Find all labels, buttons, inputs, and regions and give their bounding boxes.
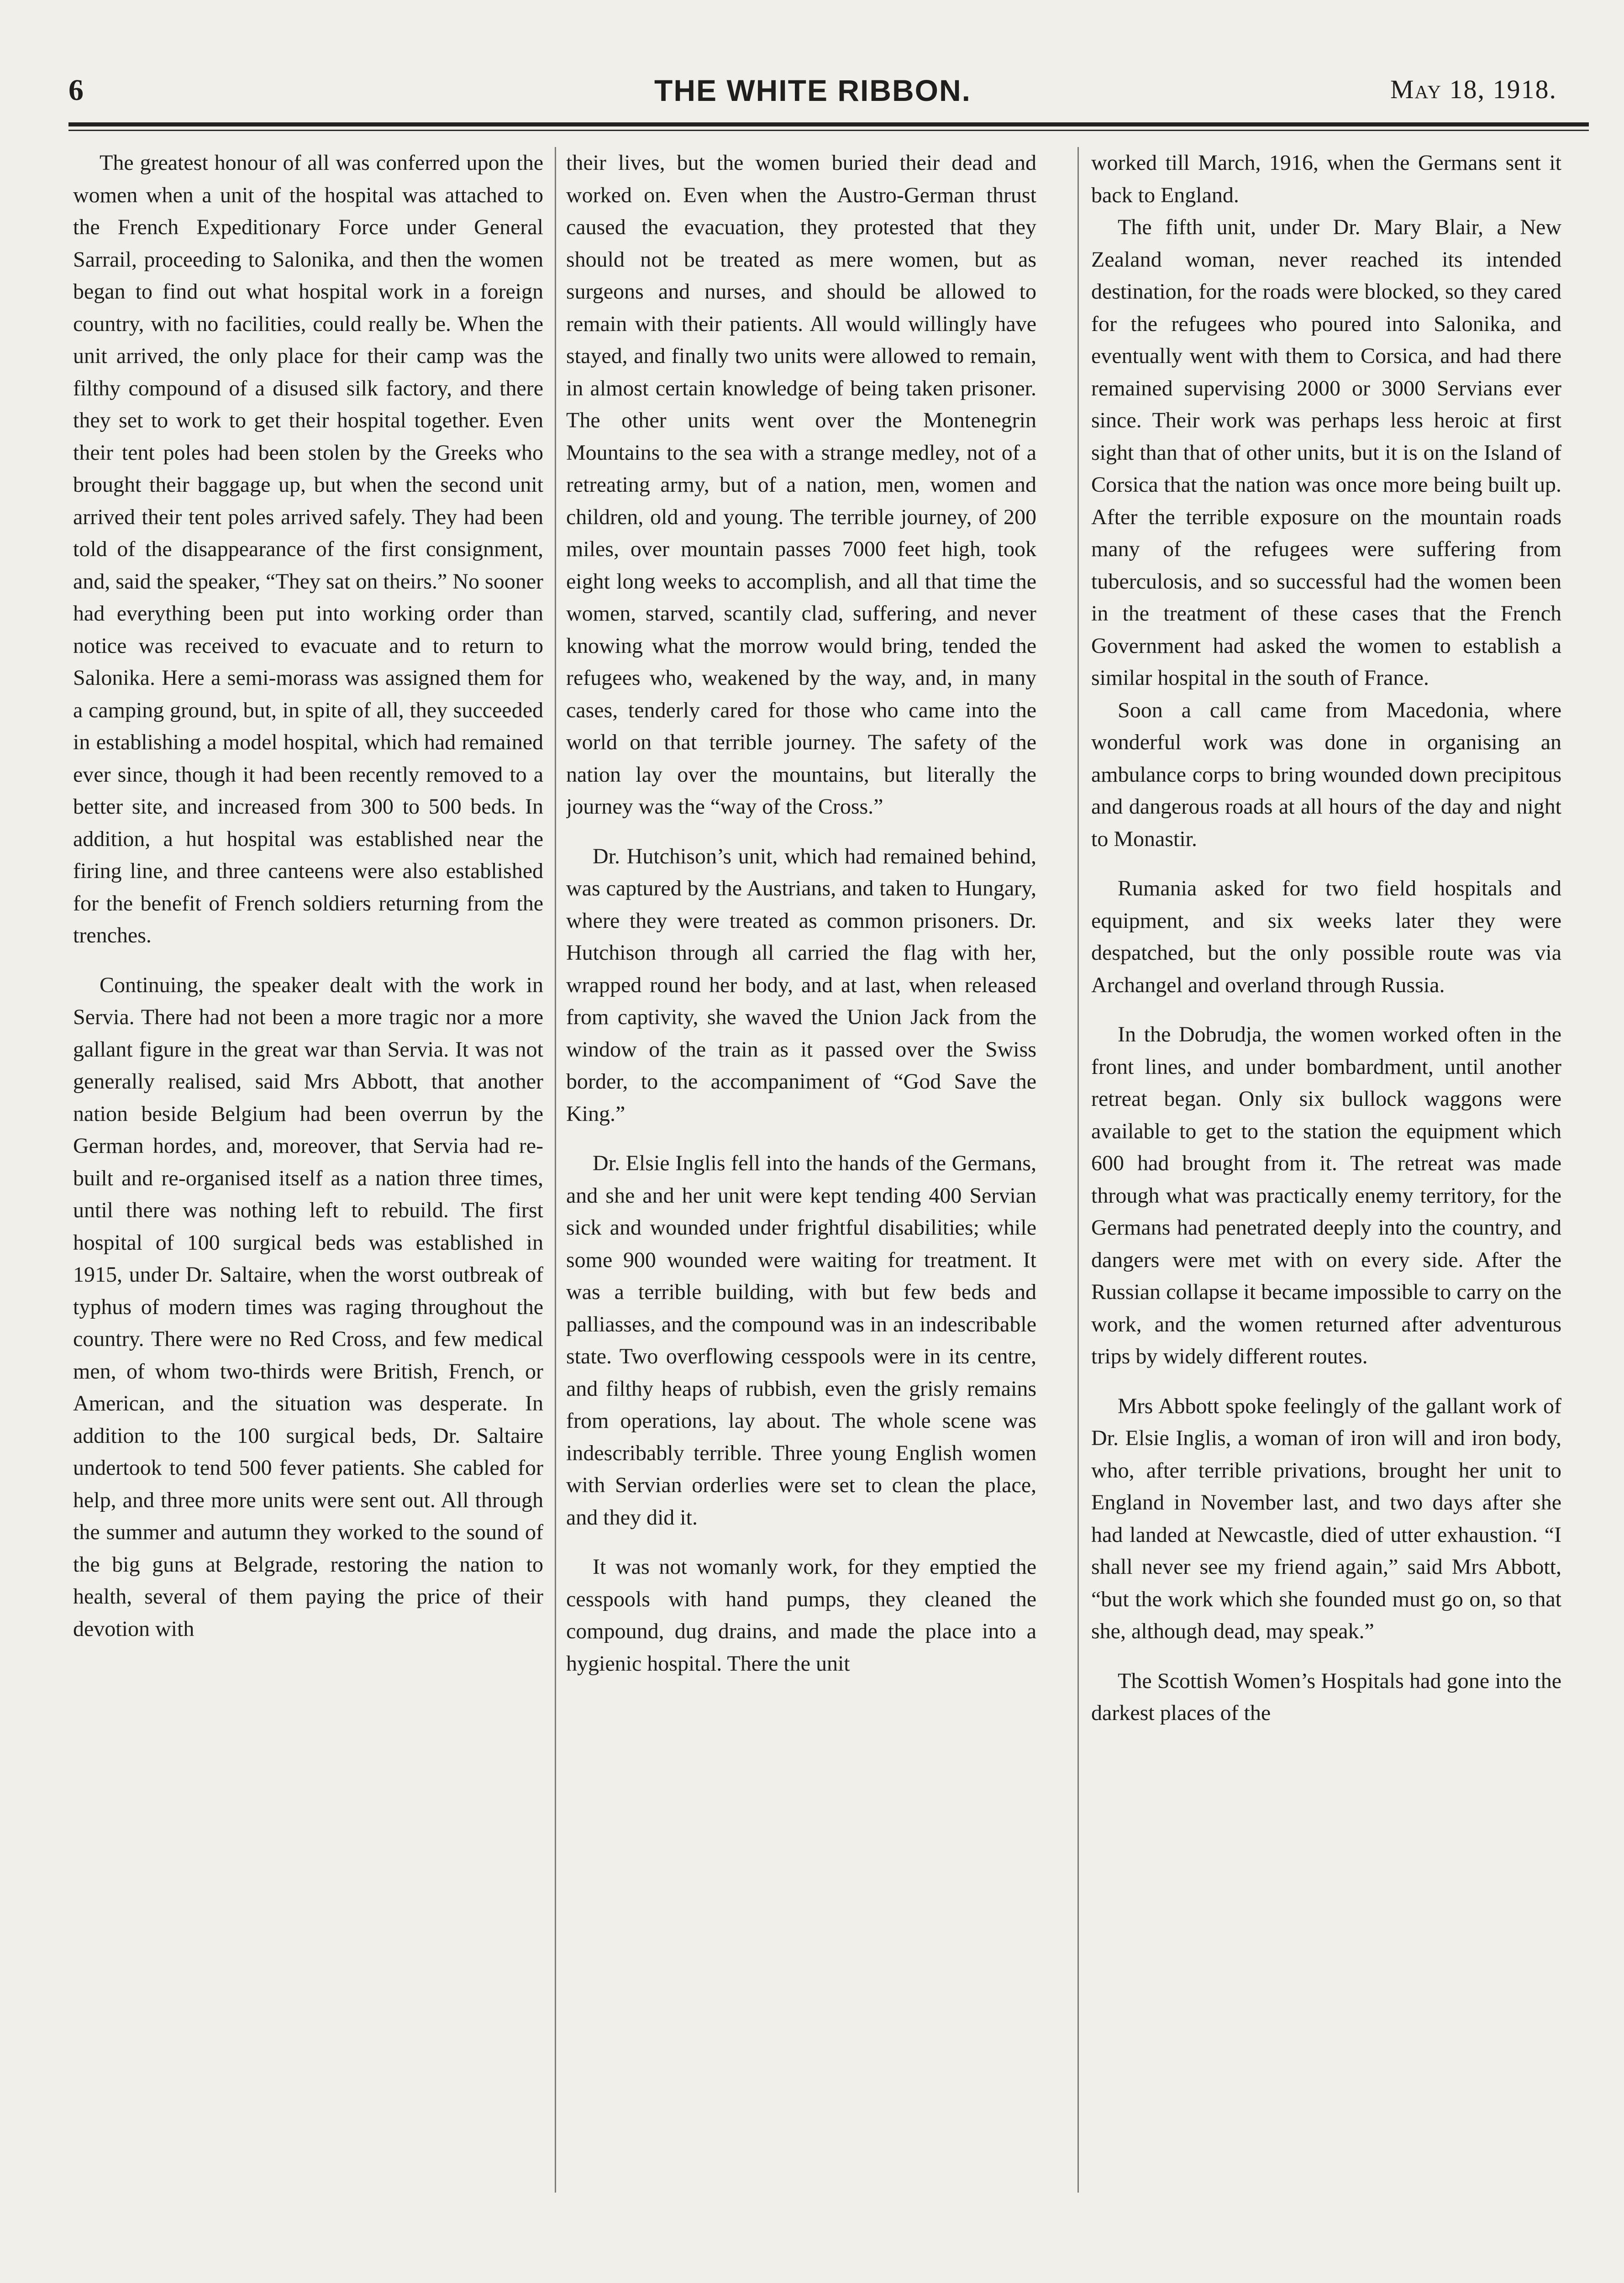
- paragraph: The Scottish Women’s Hospitals had gone into the darkest places of the: [1091, 1668, 1561, 1725]
- column-divider: [555, 147, 556, 2193]
- masthead-title: THE WHITE RIBBON.: [654, 74, 971, 107]
- paragraph: Dr. Hutchison’s unit, which had remained behind, was captured by the Austrians, and taken to Hungary, where they were treated as common prisoners. Dr. Hutchison through all carried the flag with her, wrapped round her body, and at last, when released from captivity, she waved the Union Jack from the window of the train as it passed over the Swiss border, to the accompaniment of “God Save the King.”: [566, 844, 1036, 1126]
- page-number: 6: [68, 74, 84, 107]
- paragraph: Dr. Elsie Inglis fell into the hands of the Germans, and she and her unit were kept tending 400 Servian sick and wounded under frightful disabilities; while some 900 wounded were waiting for treatment. It was a terrible building, with but few beds and palliasses, and the compound was in an indescribable state. Two overflowing cesspools were in its centre, and filthy heaps of rubbish, even the grisly remains from operations, lay about. The whole scene was indescribably terrible. Three young English women with Servian orderlies were set to clean the place, and they did it.: [566, 1151, 1036, 1530]
- paragraph: Mrs Abbott spoke feelingly of the gallant work of Dr. Elsie Inglis, a woman of iron will and iron body, who, after terrible privations, brought her unit to England in November last, and two days after she had landed at Newcastle, died of utter exhaustion. “I shall never see my friend again,” said Mrs Abbott, “but the work which she founded must go on, so that she, although dead, may speak.”: [1091, 1394, 1561, 1643]
- paragraph: In the Dobrudja, the women worked often in the front lines, and under bombardment, until another retreat began. Only six bullock waggons were available to get to the station the equipment which 600 had brought from it. The retreat was made through what was practically enemy territory, for the Germans had penetrated deeply into the country, and dangers were met with on every side. After the Russian collapse it became impossible to carry on the work, and the women returned after adventurous trips by widely different routes.: [1091, 1022, 1561, 1368]
- paragraph: worked till March, 1916, when the Germans sent it back to England.: [1091, 151, 1561, 207]
- column-divider: [1077, 147, 1079, 2193]
- column-2: [566, 147, 1036, 2211]
- page-header: [68, 68, 1557, 123]
- paragraph: their lives, but the women buried their dead and worked on. Even when the Austro-German thrust caused the evacuation, they protested that they should not be treated as mere women, but as surgeons and nurses, and should be allowed to remain with their patients. All would willingly have stayed, and finally two units were allowed to remain, in almost certain knowledge of being taken prisoner. The other units went over the Montenegrin Mountains to the sea with a strange medley, not of a retreating army, but of a nation, men, women and children, old and young. The terrible journey, of 200 miles, over mountain passes 7000 feet high, took eight long weeks to accomplish, and all that time the women, starved, scantily clad, suffering, and never knowing what the morrow would bring, tended the refugees who, weakened by the way, and, in many cases, tenderly cared for those who came into the world on that terrible journey. The safety of the nation lay over the mountains, but literally the journey was the “way of the Cross.”: [566, 151, 1036, 819]
- header-rule-thin: [68, 130, 1589, 131]
- paragraph: Soon a call came from Macedonia, where wonderful work was done in organising an ambulance corps to bring wounded down precipitous and dangerous roads at all hours of the day and night to Monastir.: [1091, 698, 1561, 851]
- paragraph: Continuing, the speaker dealt with the work in Servia. There had not been a more tragic nor a more gallant figure in the great war than Servia. It was not generally realised, said Mrs Abbott, that another nation beside Belgium had been overrun by the German hordes, and, moreover, that Servia had re-built and re-organised itself as a nation three times, until there was nothing left to rebuild. The first hospital of 100 surgical beds was established in 1915, under Dr. Saltaire, when the worst outbreak of typhus of modern times was raging throughout the country. There were no Red Cross, and few medical men, of whom two-thirds were British, French, or American, and the situation was desperate. In addition to the 100 surgical beds, Dr. Saltaire undertook to tend 500 fever patients. She cabled for help, and three more units were sent out. All through the summer and autumn they worked to the sound of the big guns at Belgrade, restoring the nation to health, several of them paying the price of their devotion with: [73, 973, 543, 1641]
- column-3: [1091, 147, 1561, 2211]
- column-1: [73, 147, 543, 2211]
- paragraph: The fifth unit, under Dr. Mary Blair, a New Zealand woman, never reached its intended destination, for the roads were blocked, so they cared for the refugees who poured into Salonika, and eventually went with them to Corsica, and had there remained supervising 2000 or 3000 Servians ever since. Their work was perhaps less heroic at first sight than that of other units, but it is on the Island of Corsica that the nation was once more being built up. After the terrible exposure on the mountain roads many of the refugees were suffering from tuberculosis, and so successful had the women been in the treatment of these cases that the French Government had asked the women to establish a similar hospital in the south of France.: [1091, 215, 1561, 690]
- paragraph: Rumania asked for two field hospitals and equipment, and six weeks later they were despatched, but the only possible route was via Archangel and overland through Russia.: [1091, 876, 1561, 997]
- issue-date: May 18, 1918.: [1390, 74, 1557, 104]
- paragraph: It was not womanly work, for they emptied the cesspools with hand pumps, they cleaned the compound, dug drains, and made the place into a hygienic hospital. There the unit: [566, 1555, 1036, 1676]
- paragraph: The greatest honour of all was conferred upon the women when a unit of the hospital was attached to the French Expeditionary Force under General Sarrail, proceeding to Salonika, and then the women began to find out what hospital work in a foreign country, with no facilities, could really be. When the unit arrived, the only place for their camp was the filthy compound of a disused silk factory, and there they set to work to get their hospital together. Even their tent poles had been stolen by the Greeks who brought their baggage up, but when the second unit arrived their tent poles arrived safely. They had been told of the disappearance of the first consignment, and, said the speaker, “They sat on theirs.” No sooner had everything been put into working order than notice was received to evacuate and to return to Salonika. Here a semi-morass was assigned them for a camping ground, but, in spite of all, they succeeded in establishing a model hospital, which had remained ever since, though it had been recently removed to a better site, and increased from 300 to 500 beds. In addition, a hut hospital was established near the firing line, and three canteens were also established for the benefit of French soldiers returning from the trenches.: [73, 151, 543, 947]
- header-rule-thick: [68, 122, 1589, 126]
